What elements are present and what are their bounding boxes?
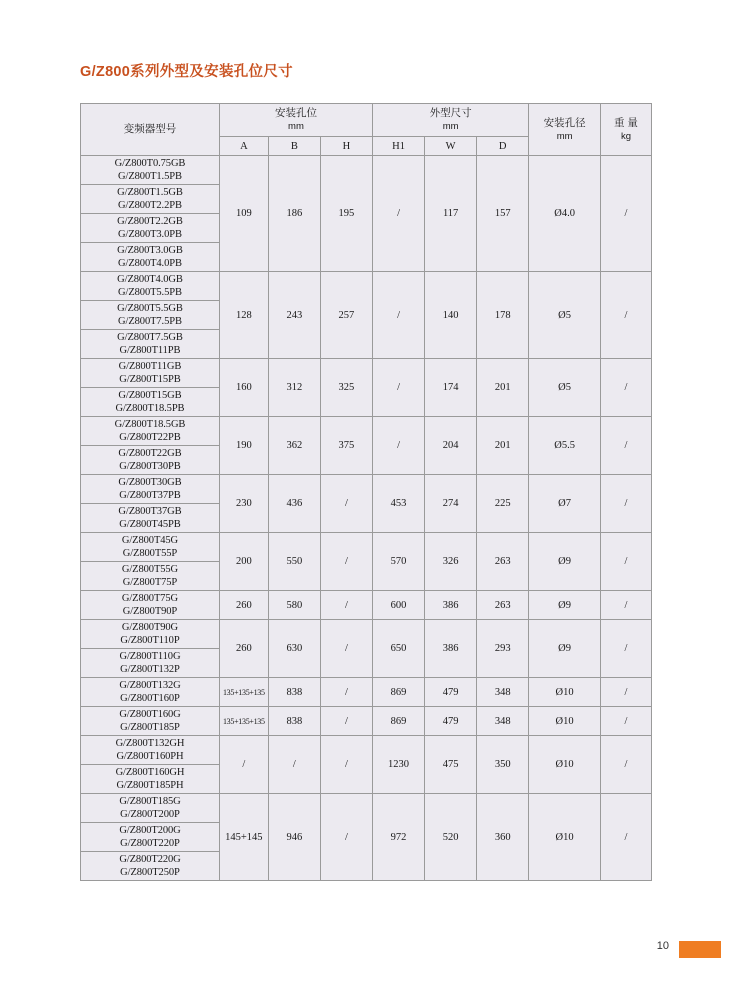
page-number: 10 [656,940,669,952]
table-body [81,156,652,881]
value-a: 128 [219,272,268,359]
table-row [81,475,652,504]
model-cell [81,765,220,794]
value-d: 350 [477,736,529,794]
model-name: G/Z800T3.0GB [117,245,183,256]
model-name: G/Z800T160P [120,693,180,704]
value-w: 326 [425,533,477,591]
value-a: 135+135+135 [219,707,268,736]
model-cell [81,591,220,620]
value-hole-diameter: Ø7 [529,475,601,533]
value-b: 243 [268,272,320,359]
table-row [81,794,652,823]
model-name: G/Z800T5.5PB [118,287,182,298]
model-cell [81,794,220,823]
model-cell [81,620,220,649]
model-name: G/Z800T75P [122,577,178,588]
value-b: 312 [268,359,320,417]
value-b: 838 [268,707,320,736]
value-weight: / [600,591,651,620]
header-sub-h1: H1 [372,137,424,156]
value-d: 178 [477,272,529,359]
value-a: 230 [219,475,268,533]
value-weight: / [600,794,651,881]
model-name: G/Z800T37PB [119,490,181,501]
header-hole-diameter-unit: mm [556,130,573,142]
value-w: 520 [425,794,477,881]
value-h1: 869 [372,678,424,707]
value-d: 360 [477,794,529,881]
model-name: G/Z800T160G [119,709,181,720]
model-name: G/Z800T200G [119,825,181,836]
model-cell [81,475,220,504]
model-name: G/Z800T45G [121,535,179,546]
value-b: 186 [268,156,320,272]
model-cell [81,649,220,678]
header-weight [600,104,651,156]
model-name: G/Z800T37GB [118,506,182,517]
value-weight: / [600,417,651,475]
model-name: G/Z800T4.0PB [118,258,182,269]
model-name: G/Z800T185P [120,722,180,733]
value-b: 838 [268,678,320,707]
model-cell [81,562,220,591]
model-cell [81,243,220,272]
value-w: 117 [425,156,477,272]
value-a: 190 [219,417,268,475]
header-mounting-holes [219,104,372,137]
value-h1: 1230 [372,736,424,794]
value-weight: / [600,156,651,272]
model-name: G/Z800T15GB [118,390,182,401]
header-mounting-holes-unit: mm [288,121,304,132]
value-a: 260 [219,591,268,620]
header-dimensions-unit: mm [442,121,459,132]
model-cell [81,301,220,330]
value-a: 135+135+135 [219,678,268,707]
model-cell [81,417,220,446]
model-name: G/Z800T132P [120,664,180,675]
header-model: 变频器型号 [81,104,220,156]
value-w: 274 [425,475,477,533]
model-cell [81,823,220,852]
value-d: 348 [477,678,529,707]
model-name: G/Z800T7.5GB [117,332,183,343]
header-sub-b: B [268,137,320,156]
model-name: G/Z800T22GB [118,448,182,459]
value-d: 263 [477,533,529,591]
table-row [81,417,652,446]
value-w: 479 [425,678,477,707]
model-name: G/Z800T18.5PB [115,403,185,414]
model-name: G/Z800T11PB [119,345,181,356]
value-w: 174 [425,359,477,417]
value-hole-diameter: Ø9 [529,533,601,591]
table-row [81,620,652,649]
model-name: G/Z800T110G [119,651,181,662]
corner-accent [679,941,721,958]
page-title: G/Z800系列外型及安装孔位尺寸 [80,64,293,80]
model-name: G/Z800T1.5GB [117,187,183,198]
header-hole-diameter [529,104,601,156]
value-weight: / [600,359,651,417]
value-a: 160 [219,359,268,417]
specification-table [80,103,652,881]
model-name: G/Z800T11GB [118,361,182,372]
table-row [81,591,652,620]
header-sub-d: D [477,137,529,156]
model-cell [81,852,220,881]
value-h1: 972 [372,794,424,881]
model-name: G/Z800T110P [120,635,180,646]
value-b: 630 [268,620,320,678]
model-name: G/Z800T4.0GB [117,274,183,285]
model-name: G/Z800T160GH [115,767,185,778]
value-weight: / [600,272,651,359]
model-cell [81,359,220,388]
model-cell [81,736,220,765]
header-mounting-holes-label: 安装孔位 [274,107,317,119]
value-d: 293 [477,620,529,678]
value-hole-diameter: Ø10 [529,678,601,707]
value-w: 204 [425,417,477,475]
model-cell [81,707,220,736]
model-name: G/Z800T200P [120,809,180,820]
value-h: 195 [320,156,372,272]
model-cell [81,330,220,359]
value-h: / [320,707,372,736]
value-b: 362 [268,417,320,475]
value-d: 348 [477,707,529,736]
model-name: G/Z800T22PB [119,432,181,443]
value-h1: / [372,272,424,359]
value-h: / [320,591,372,620]
value-hole-diameter: Ø5 [529,272,601,359]
model-name: G/Z800T55P [122,548,178,559]
value-b: 946 [268,794,320,881]
value-w: 475 [425,736,477,794]
value-h1: 650 [372,620,424,678]
model-name: G/Z800T2.2GB [117,216,183,227]
header-dimensions-label: 外型尺寸 [429,107,472,119]
model-name: G/Z800T90G [121,622,179,633]
model-name: G/Z800T0.75GB [114,158,186,169]
header-weight-label: 重 量 [614,116,638,129]
value-w: 140 [425,272,477,359]
model-name: G/Z800T132G [119,680,181,691]
value-a: 145+145 [219,794,268,881]
value-w: 479 [425,707,477,736]
header-sub-w: W [425,137,477,156]
model-name: G/Z800T250P [120,867,180,878]
value-h1: 570 [372,533,424,591]
model-name: G/Z800T30PB [119,461,181,472]
model-name: G/Z800T220G [119,854,181,865]
model-name: G/Z800T220P [120,838,180,849]
value-hole-diameter: Ø9 [529,591,601,620]
model-cell [81,533,220,562]
value-a: 200 [219,533,268,591]
model-cell [81,185,220,214]
value-b: 580 [268,591,320,620]
value-hole-diameter: Ø5.5 [529,417,601,475]
model-name: G/Z800T45PB [119,519,181,530]
model-cell [81,388,220,417]
value-d: 201 [477,417,529,475]
model-name: G/Z800T15PB [119,374,181,385]
value-h1: / [372,359,424,417]
value-h: 257 [320,272,372,359]
model-name: G/Z800T185G [119,796,181,807]
value-h1: / [372,417,424,475]
value-weight: / [600,678,651,707]
model-name: G/Z800T75G [121,593,179,604]
value-b: 436 [268,475,320,533]
table-row [81,272,652,301]
model-cell [81,214,220,243]
value-h: / [320,736,372,794]
value-h1: / [372,156,424,272]
model-name: G/Z800T185PH [116,780,184,791]
value-w: 386 [425,620,477,678]
model-cell [81,504,220,533]
value-d: 157 [477,156,529,272]
value-hole-diameter: Ø10 [529,736,601,794]
value-h: 375 [320,417,372,475]
model-name: G/Z800T3.0PB [118,229,182,240]
value-h: / [320,475,372,533]
value-hole-diameter: Ø10 [529,707,601,736]
value-h1: 453 [372,475,424,533]
value-h: / [320,678,372,707]
header-sub-h: H [320,137,372,156]
table-row [81,533,652,562]
value-hole-diameter: Ø4.0 [529,156,601,272]
value-d: 201 [477,359,529,417]
value-a: 109 [219,156,268,272]
value-hole-diameter: Ø5 [529,359,601,417]
value-h: 325 [320,359,372,417]
model-cell [81,272,220,301]
value-weight: / [600,475,651,533]
value-a: 260 [219,620,268,678]
model-name: G/Z800T132GH [115,738,185,749]
value-weight: / [600,533,651,591]
header-hole-diameter-label: 安装孔径 [543,116,586,129]
model-name: G/Z800T55G [121,564,179,575]
value-hole-diameter: Ø10 [529,794,601,881]
table-header [81,104,652,156]
model-name: G/Z800T160PH [116,751,184,762]
model-cell [81,156,220,185]
value-hole-diameter: Ø9 [529,620,601,678]
model-name: G/Z800T1.5PB [118,171,182,182]
value-w: 386 [425,591,477,620]
table-row [81,678,652,707]
model-name: G/Z800T30GB [118,477,182,488]
model-cell [81,678,220,707]
value-weight: / [600,707,651,736]
header-weight-unit: kg [620,130,631,142]
value-h: / [320,620,372,678]
model-name: G/Z800T5.5GB [117,303,183,314]
model-name: G/Z800T90P [122,606,178,617]
value-a: / [219,736,268,794]
value-weight: / [600,620,651,678]
value-d: 263 [477,591,529,620]
model-name: G/Z800T18.5GB [114,419,186,430]
table-row [81,707,652,736]
header-dimensions [372,104,528,137]
table-row [81,156,652,185]
model-name: G/Z800T7.5PB [118,316,182,327]
value-b: 550 [268,533,320,591]
model-cell [81,446,220,475]
model-name: G/Z800T2.2PB [118,200,182,211]
value-h: / [320,533,372,591]
value-h1: 600 [372,591,424,620]
table-row [81,736,652,765]
value-h1: 869 [372,707,424,736]
value-b: / [268,736,320,794]
value-h: / [320,794,372,881]
value-weight: / [600,736,651,794]
value-d: 225 [477,475,529,533]
header-sub-a: A [219,137,268,156]
table-row [81,359,652,388]
